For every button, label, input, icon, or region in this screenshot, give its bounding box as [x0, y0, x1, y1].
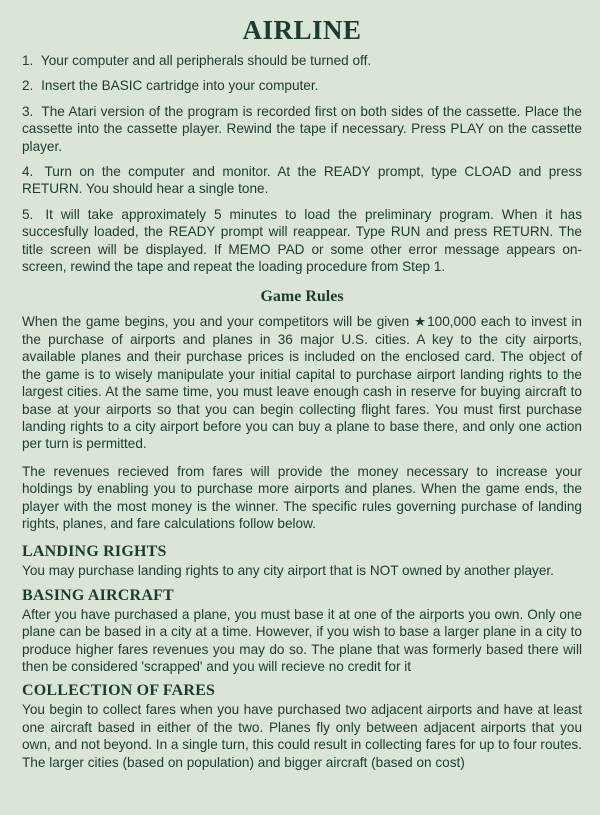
- step-1: [22, 52, 582, 69]
- game-rules-heading: Game Rules: [260, 288, 344, 306]
- section-collection-of-fares: [22, 681, 582, 771]
- step-number: 2.: [22, 78, 34, 94]
- step-text: Your computer and all peripherals should be turned off.: [40, 53, 372, 68]
- step-number: 3.: [22, 103, 34, 119]
- game-rules-paragraph: The revenues recieved from fares will provide the money necessary to increase your holdings by enabling you to purchase more airports and planes. When the game ends, the player with the most money is the winner. The specific rules governing purchase of landing rights, planes, and fare calculations follow below.: [22, 463, 582, 531]
- section-body: You may purchase landing rights to any city airport that is NOT owned by another player.: [22, 563, 554, 579]
- step-number: 1.: [22, 53, 34, 68]
- step-number: 4.: [22, 164, 34, 180]
- step-text: It will take approximately 5 minutes to load the preliminary program. When it has succesfully loaded, the READY prompt will reappear. Type RUN and press RETURN. The title screen will be displayed. If MEMO PAD or some other error message appears on-screen, rewind the tape and repeat the loading procedure from Step 1.: [22, 206, 582, 275]
- loading-steps: [22, 52, 582, 275]
- page-title: AIRLINE: [242, 15, 362, 45]
- section-heading: COLLECTION OF FARES: [22, 682, 216, 700]
- step-4: [22, 163, 582, 198]
- game-rules-paragraph: When the game begins, you and your competitors will be given ★100,000 each to invest in the purchase of airports and planes in 36 major U.S. cities. A key to the city airports, available planes and their purchase prices is included on the enclosed card. The object of the game is to wisely manipulate your initial capital to purchase airport landing rights to the largest cities. At the same time, you must leave enough cash in reserve for buying aircraft to base at your airports so that you can begin collecting flight fares. You must first purchase landing rights to a city airport before you can buy a plane to base there, and only one action per turn is permitted.: [22, 314, 582, 452]
- step-text: The Atari version of the program is recorded first on both sides of the cassette. Place the cassette into the cassette player. Rewind the tape if necessary. Press PLAY on the cassette player.: [22, 103, 582, 154]
- step-text: Turn on the computer and monitor. At the READY prompt, type CLOAD and press RETURN. You should hear a single tone.: [22, 164, 582, 197]
- section-heading: LANDING RIGHTS: [22, 543, 167, 561]
- section-body: After you have purchased a plane, you must base it at one of the airports you own. Only one plane can be based in a city at a time. However, if you wish to base a larger plane in a city to produce higher fares revenues you may do so. The plane that was formerly based there will then be considered 'scrapped' and you will recieve no credit for it: [22, 606, 582, 674]
- section-heading: BASING AIRCRAFT: [22, 586, 174, 604]
- section-body: You begin to collect fares when you have purchased two adjacent airports and have at least one aircraft based in either of the two. Planes fly only between adjacent airports that you own, and not beyond. In a single turn, this could result in collecting fares for up to four routes. The larger cities (based on population) and bigger aircraft (based on cost): [22, 702, 582, 770]
- step-number: 5.: [22, 206, 34, 222]
- step-text: Insert the BASIC cartridge into your computer.: [41, 78, 319, 94]
- section-basing-aircraft: [22, 586, 582, 676]
- step-3: [22, 103, 582, 155]
- step-2: [22, 77, 582, 94]
- section-landing-rights: [22, 542, 582, 579]
- step-5: [22, 206, 582, 276]
